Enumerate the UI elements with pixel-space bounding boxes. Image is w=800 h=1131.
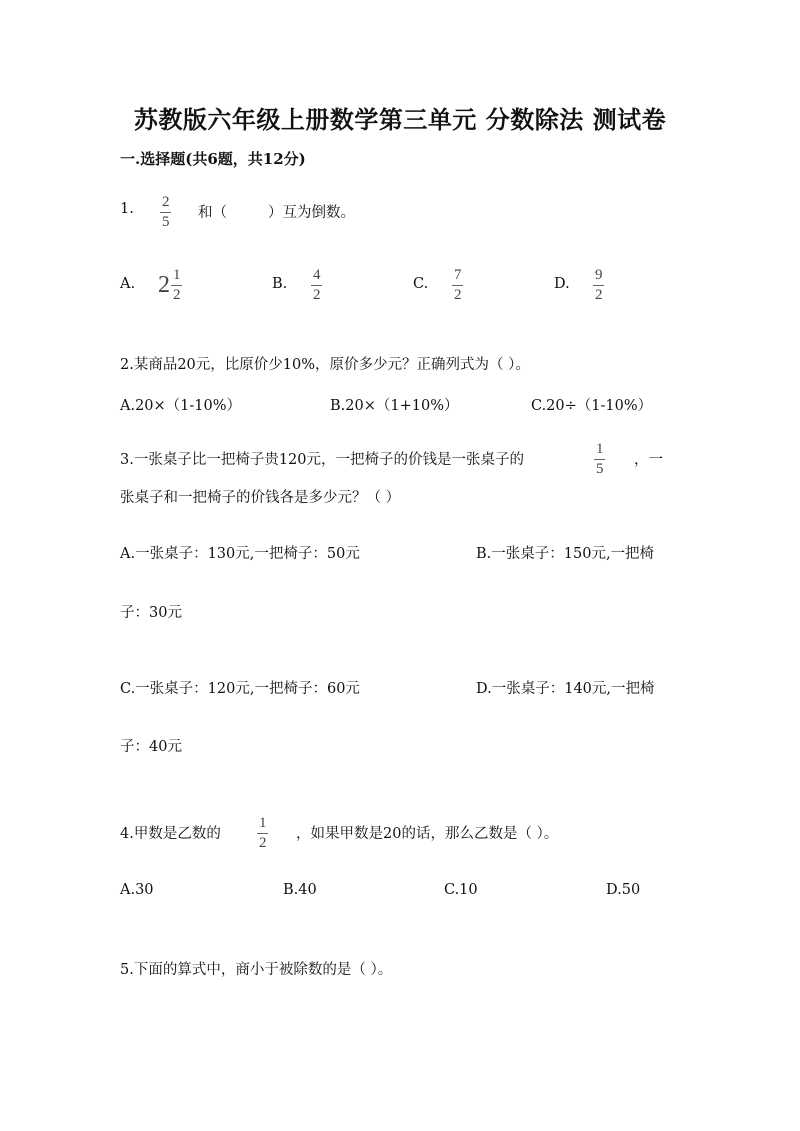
mixed-whole: 2	[158, 272, 170, 298]
fraction-denominator: 2	[313, 287, 321, 303]
fraction-denominator: 5	[596, 461, 604, 477]
fraction-numerator: 1	[173, 267, 181, 283]
q1-option-d-value	[593, 268, 605, 303]
fraction-denominator: 2	[454, 287, 462, 303]
q3-option-b-line2: 子：30元	[120, 605, 182, 621]
q3-option-d-line2: 子：40元	[120, 739, 182, 755]
fraction-numerator: 4	[313, 267, 321, 283]
q4-text-a: 4.甲数是乙数的	[120, 826, 221, 842]
q2-text: 2.某商品20元，比原价少10%，原价多少元？正确列式为（ ）。	[120, 357, 530, 373]
q3-text-a: 3.一张桌子比一把椅子贵120元，一把椅子的价钱是一张桌子的	[120, 452, 525, 468]
fraction-numerator: 2	[162, 194, 170, 210]
q2-option-a: A.20×（1-10%）	[120, 398, 242, 414]
q1-option-a-value	[158, 268, 183, 303]
q1-option-a-label: A.	[120, 276, 136, 292]
q1-fraction	[160, 195, 172, 230]
q4-fraction	[257, 816, 269, 851]
fraction-denominator: 2	[259, 835, 267, 851]
q3-text-b: ，一	[634, 452, 663, 468]
fraction-numerator: 9	[595, 267, 603, 283]
q2-option-b: B.20×（1+10%）	[330, 398, 459, 414]
q3-option-b-line1: B.一张桌子：150元,一把椅	[476, 546, 655, 562]
q1-option-c-value	[452, 268, 464, 303]
fraction-numerator: 1	[259, 815, 267, 831]
q3-option-c: C.一张桌子：120元,一把椅子：60元	[120, 681, 360, 697]
q1-option-b-value	[311, 268, 323, 303]
q1-text-a: 和（	[198, 205, 227, 221]
q4-text-b: ，如果甲数是20的话，那么乙数是（ ）。	[296, 826, 559, 842]
q4-option-a: A.30	[120, 882, 154, 898]
page-title: 苏教版六年级上册数学第三单元 分数除法 测试卷	[133, 105, 667, 134]
q3-option-d-line1: D.一张桌子：140元,一把椅	[476, 681, 655, 697]
q3-line2: 张桌子和一把椅子的价钱各是多少元？（ ）	[120, 490, 401, 506]
fraction-numerator: 1	[596, 441, 604, 457]
fraction-denominator: 5	[162, 214, 170, 230]
q4-option-b: B.40	[283, 882, 317, 898]
q2-option-c: C.20÷（1-10%）	[531, 398, 653, 414]
q4-option-c: C.10	[444, 882, 478, 898]
q1-option-b-label: B.	[272, 276, 288, 292]
q1-option-d-label: D.	[554, 276, 570, 292]
section-heading: 一.选择题(共6题，共12分)	[120, 150, 306, 168]
q5-text: 5.下面的算式中，商小于被除数的是（ ）。	[120, 962, 393, 978]
fraction-numerator: 7	[454, 267, 462, 283]
q4-option-d: D.50	[606, 882, 641, 898]
q1-text-b: ）互为倒数。	[268, 205, 355, 221]
fraction-denominator: 2	[173, 287, 181, 303]
fraction-denominator: 2	[595, 287, 603, 303]
q1-option-c-label: C.	[413, 276, 429, 292]
q1-number: 1.	[120, 201, 134, 217]
q3-fraction	[594, 442, 606, 477]
q3-option-a: A.一张桌子：130元,一把椅子：50元	[120, 546, 360, 562]
